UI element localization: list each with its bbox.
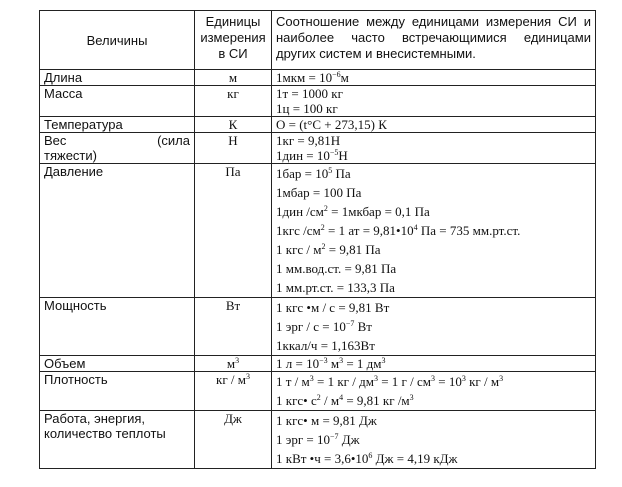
quantity-line [44,133,190,148]
superscript: −3 [319,356,328,365]
table-header-row [40,11,596,70]
table-row [40,356,596,372]
unit-symbol: Па [225,164,241,179]
relation-line: 1 мм.рт.ст. = 133,3 Па [276,280,395,295]
relation-cell [272,164,596,298]
relation-line: $1дин = 10^{-5}Н$ [276,148,348,163]
superscript: 3 [235,356,240,365]
relation-cell [272,411,596,469]
unit-symbol: Н [228,133,238,148]
relation-line: 1мбар = 100 Па [276,185,362,200]
unit-symbol: м [226,356,236,371]
header-relation: Соотношение между единицами измерения СИ и наиболее часто встречающимися единицами других систем и внесистемными. [272,11,596,70]
relation-line: 1 кгс / $м^2 = 9,81$ Па [276,242,381,257]
relation-line: $1мкм = 10^{-6}м$ [276,70,349,85]
unit-symbol: К [228,117,238,132]
quantity-cell [40,298,195,356]
relation-line: 1дин $/см^2$ = 1мкбар = 0,1 Па [276,204,430,219]
unit-symbol: м [228,70,238,85]
superscript: 3 [499,374,504,383]
quantity-line: Работа, энергия, [44,411,146,426]
relation-line: О = (t°C + 273,15) К [276,117,387,132]
relation-line: $1бар = 10^5$ Па [276,166,351,181]
quantity-name: Объем [44,356,86,371]
table-row [40,298,596,356]
quantity-cell [40,356,195,372]
quantity-name: Давление [44,164,104,179]
relation-line: 1ккал/ч = 1,163Вт [276,338,375,353]
relation-line: 1 эрг / $с = 10^{-7}$ Вт [276,319,372,334]
unit-cell [195,70,272,86]
superscript: 3 [339,356,344,365]
relation-line: 1 $л = 10^{-3}$ $м^3 = 1$ $дм^3$ [276,356,386,371]
superscript: −7 [330,432,339,441]
superscript: 4 [413,223,418,232]
relation-line: 1т = 1000 кг [276,86,343,101]
relation-line: 1 кгс• м = 9,81 Дж [276,413,377,428]
relation-cell [272,298,596,356]
superscript: 2 [323,204,328,213]
quantity-line: количество теплоты [44,426,166,441]
table-row [40,164,596,298]
unit-cell [195,164,272,298]
table-row [40,86,596,117]
header-quantity: Величины [40,11,195,70]
relation-cell [272,70,596,86]
unit-cell [195,133,272,164]
quantity-cell [40,411,195,469]
superscript: 3 [246,372,250,381]
quantity-name-part: Вес [44,133,67,148]
relation-line: 1 эрг = $10^{-7}$ Дж [276,432,360,447]
superscript: 2 [320,223,325,232]
table-body [40,70,596,469]
quantity-cell [40,372,195,411]
relation-cell [272,86,596,117]
unit-cell [195,411,272,469]
units-table [39,10,596,469]
relation-cell [272,133,596,164]
superscript: 5 [328,166,333,175]
unit-cell [195,372,272,411]
superscript: 3 [381,356,386,365]
quantity-name-part: (сила [157,133,190,148]
unit-cell [195,117,272,133]
superscript: 3 [409,393,414,402]
table-row [40,411,596,469]
relation-line: 1ц = 100 кг [276,101,338,116]
quantity-line: тяжести) [44,148,97,163]
quantity-name: Плотность [44,372,108,387]
relation-line: 1 кгс• $с^2 / м^4 = 9,81$ кг $/м^3$ [276,393,414,408]
header-unit: Единицы измерения в СИ [195,11,272,70]
quantity-cell [40,70,195,86]
relation-cell [272,356,596,372]
unit-cell [195,298,272,356]
quantity-cell [40,86,195,117]
unit-symbol: кг [227,86,239,101]
superscript: 3 [373,374,378,383]
quantity-cell [40,164,195,298]
superscript: 3 [431,374,435,383]
unit-cell [195,356,272,372]
relation-cell [272,117,596,133]
quantity-cell [40,117,195,133]
superscript: −7 [345,319,355,328]
quantity-name: Масса [44,86,83,101]
table-row [40,117,596,133]
unit-symbol: кг / м [216,372,246,387]
superscript: 6 [368,451,373,460]
unit-cell [195,86,272,117]
quantity-cell [40,133,195,164]
superscript: 3 [461,374,466,383]
relation-line: 1 $т / м^3 = 1$ кг / $дм^3 = 1$ $г / см^3 = 10^3$ кг / $м^3$ [276,374,504,389]
unit-symbol: Вт [225,298,241,313]
quantity-name: Мощность [44,298,107,313]
relation-cell [272,372,596,411]
table-row [40,372,596,411]
relation-line: 1 кгс •м / с = 9,81 Вт [276,300,390,315]
table-row [40,133,596,164]
superscript: 2 [321,242,326,251]
relation-line: 1кгс $/см^2 = 1$ ат = $9,81•10^4$ Па = 735 мм.рт.ст. [276,223,521,238]
relation-line: 1 кВт •ч = $3,6•10^6$ Дж = 4,19 кДж [276,451,458,466]
relation-line: 1 мм.вод.ст. = 9,81 Па [276,261,397,276]
superscript: 3 [309,374,314,383]
quantity-name: Длина [44,70,83,85]
superscript: 2 [316,393,321,402]
quantity-name: Температура [44,117,123,132]
unit-symbol: Дж [224,411,242,426]
superscript: −6 [332,70,341,79]
table-row [40,70,596,86]
superscript: 4 [339,393,344,402]
superscript: −5 [329,148,339,157]
relation-line: 1кг = 9,81Н [276,133,341,148]
